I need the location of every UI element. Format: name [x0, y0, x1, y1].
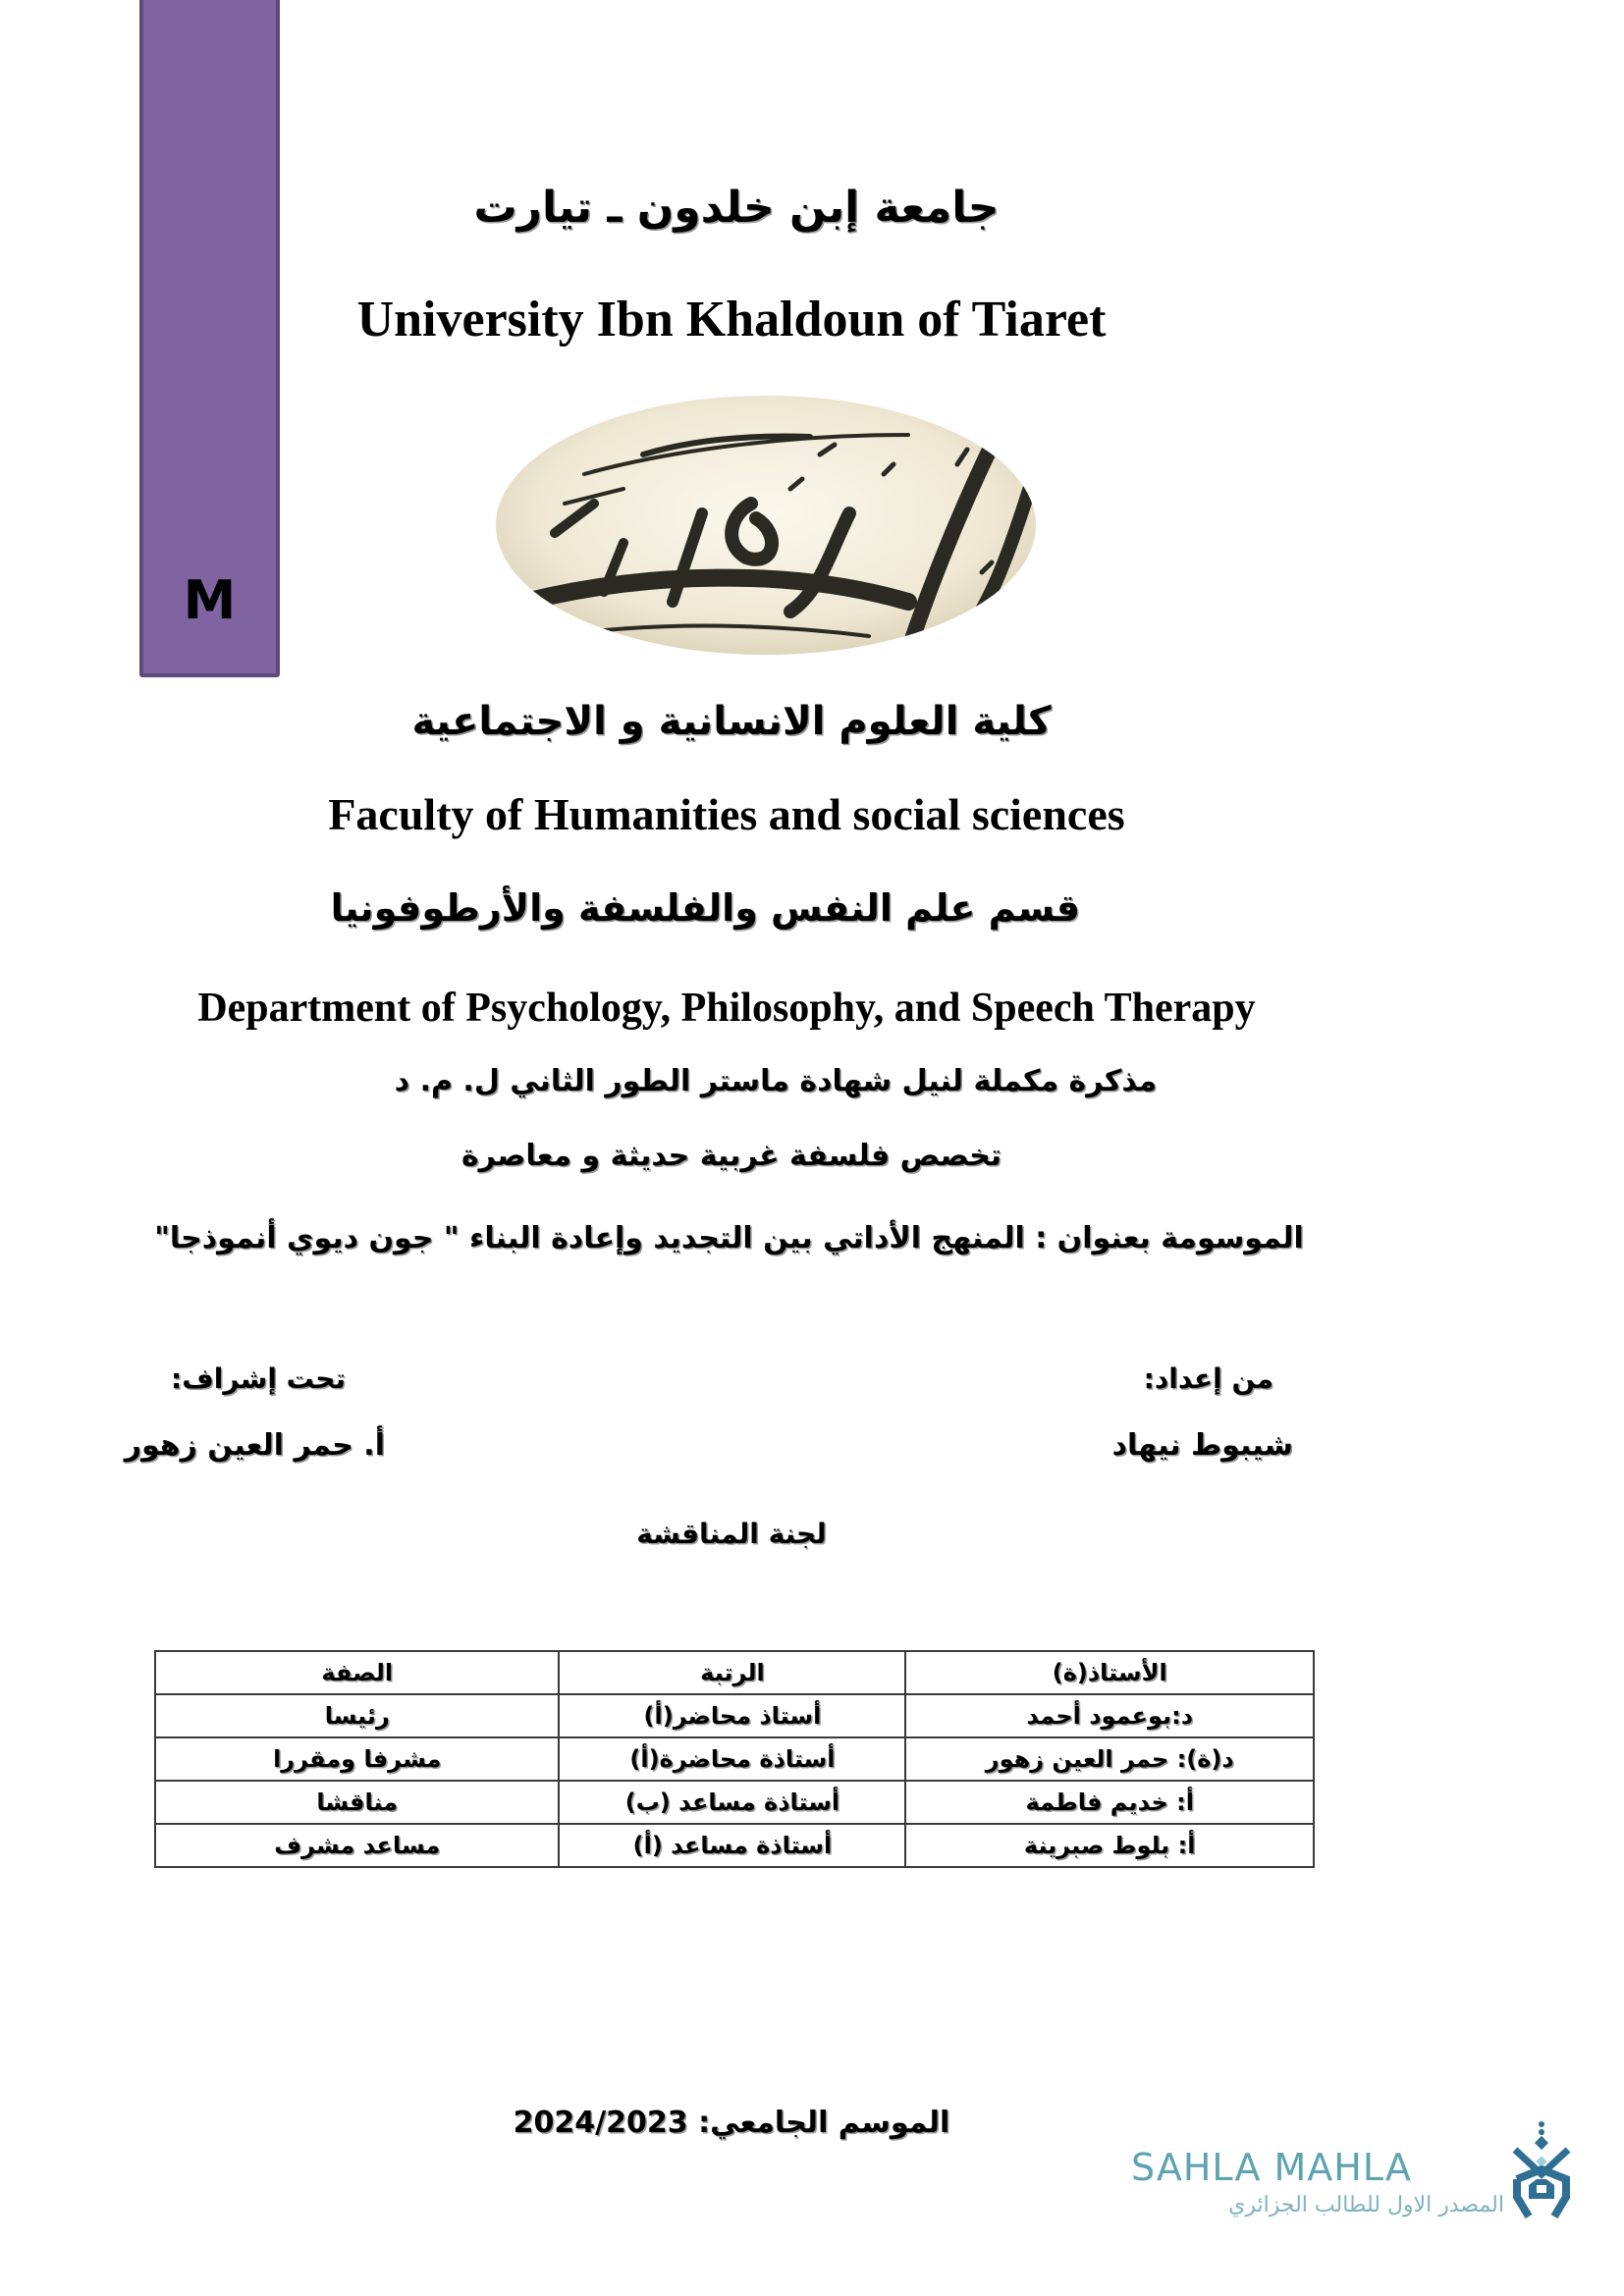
- department-title-ar: قسم علم النفس والفلسفة والأرطوفونيا: [330, 886, 1080, 930]
- university-title-ar: جامعة إبن خلدون ـ تيارت: [473, 183, 1000, 233]
- sahla-mahla-name: SAHLA MAHLA: [1131, 2146, 1412, 2189]
- thesis-degree-line: مذكرة مكملة لنيل شهادة ماستر الطور الثاني ل. م. د: [394, 1064, 1158, 1098]
- thesis-specialty-line: تخصص فلسفة غربية حديثة و معاصرة: [460, 1139, 1002, 1173]
- prepared-by-label: من إعداد:: [1143, 1362, 1273, 1395]
- cell-professor: د:بوعمود أحمد: [905, 1694, 1314, 1737]
- university-title-en: University Ibn Khaldoun of Tiaret: [356, 292, 1107, 347]
- table-row: [155, 1694, 1314, 1737]
- faculty-title-ar: كلية العلوم الانسانية و الاجتماعية: [411, 699, 1052, 744]
- side-bar-letter: M: [183, 569, 237, 631]
- side-bar: [139, 0, 280, 677]
- header-rank: الرتبة: [559, 1651, 905, 1694]
- cell-professor: أ: بلوط صبرينة: [905, 1824, 1314, 1867]
- table-row: [155, 1737, 1314, 1781]
- academic-year: الموسم الجامعي: 2024/2023: [513, 2106, 950, 2140]
- sahla-mahla-emblem-icon: [1507, 2120, 1576, 2218]
- university-logo: [496, 396, 1036, 656]
- table-header-row: [155, 1651, 1314, 1694]
- cell-role: مساعد مشرف: [155, 1824, 559, 1867]
- cell-rank: أستاذ محاضر(أ): [559, 1694, 905, 1737]
- supervisor-name: أ. حمر العين زهور: [124, 1428, 385, 1463]
- cell-role: رئيسا: [155, 1694, 559, 1737]
- table-row: [155, 1824, 1314, 1867]
- sahla-mahla-tagline: المصدر الاول للطالب الجزائري: [1228, 2193, 1504, 2217]
- header-professor: الأستاذ(ة): [905, 1651, 1314, 1694]
- thesis-title-line: الموسومة بعنوان : المنهج الأداتي بين التجديد وإعادة البناء " جون ديوي أنموذجا": [154, 1221, 1304, 1255]
- supervised-by-label: تحت إشراف:: [171, 1362, 346, 1395]
- faculty-title-en: Faculty of Humanities and social sciences: [328, 789, 1125, 839]
- cell-rank: أستاذة مساعد (أ): [559, 1824, 905, 1867]
- cell-rank: أستاذة محاضرة(أ): [559, 1737, 905, 1781]
- committee-title: لجنة المناقشة: [636, 1518, 827, 1550]
- table-row: [155, 1781, 1314, 1824]
- cell-professor: أ: خديم فاطمة: [905, 1781, 1314, 1824]
- calligraphy-logo-icon: [496, 396, 1036, 656]
- committee-table: [154, 1650, 1315, 1868]
- cell-rank: أستاذة مساعد (ب): [559, 1781, 905, 1824]
- sahla-mahla-watermark: [1129, 2120, 1581, 2228]
- prepared-by-name: شيبوط نيهاد: [1111, 1428, 1293, 1463]
- cell-role: مناقشا: [155, 1781, 559, 1824]
- cell-professor: د(ة): حمر العين زهور: [905, 1737, 1314, 1781]
- department-title-en: Department of Psychology, Philosophy, and Speech Therapy: [197, 986, 1256, 1031]
- cell-role: مشرفا ومقررا: [155, 1737, 559, 1781]
- header-role: الصفة: [155, 1651, 559, 1694]
